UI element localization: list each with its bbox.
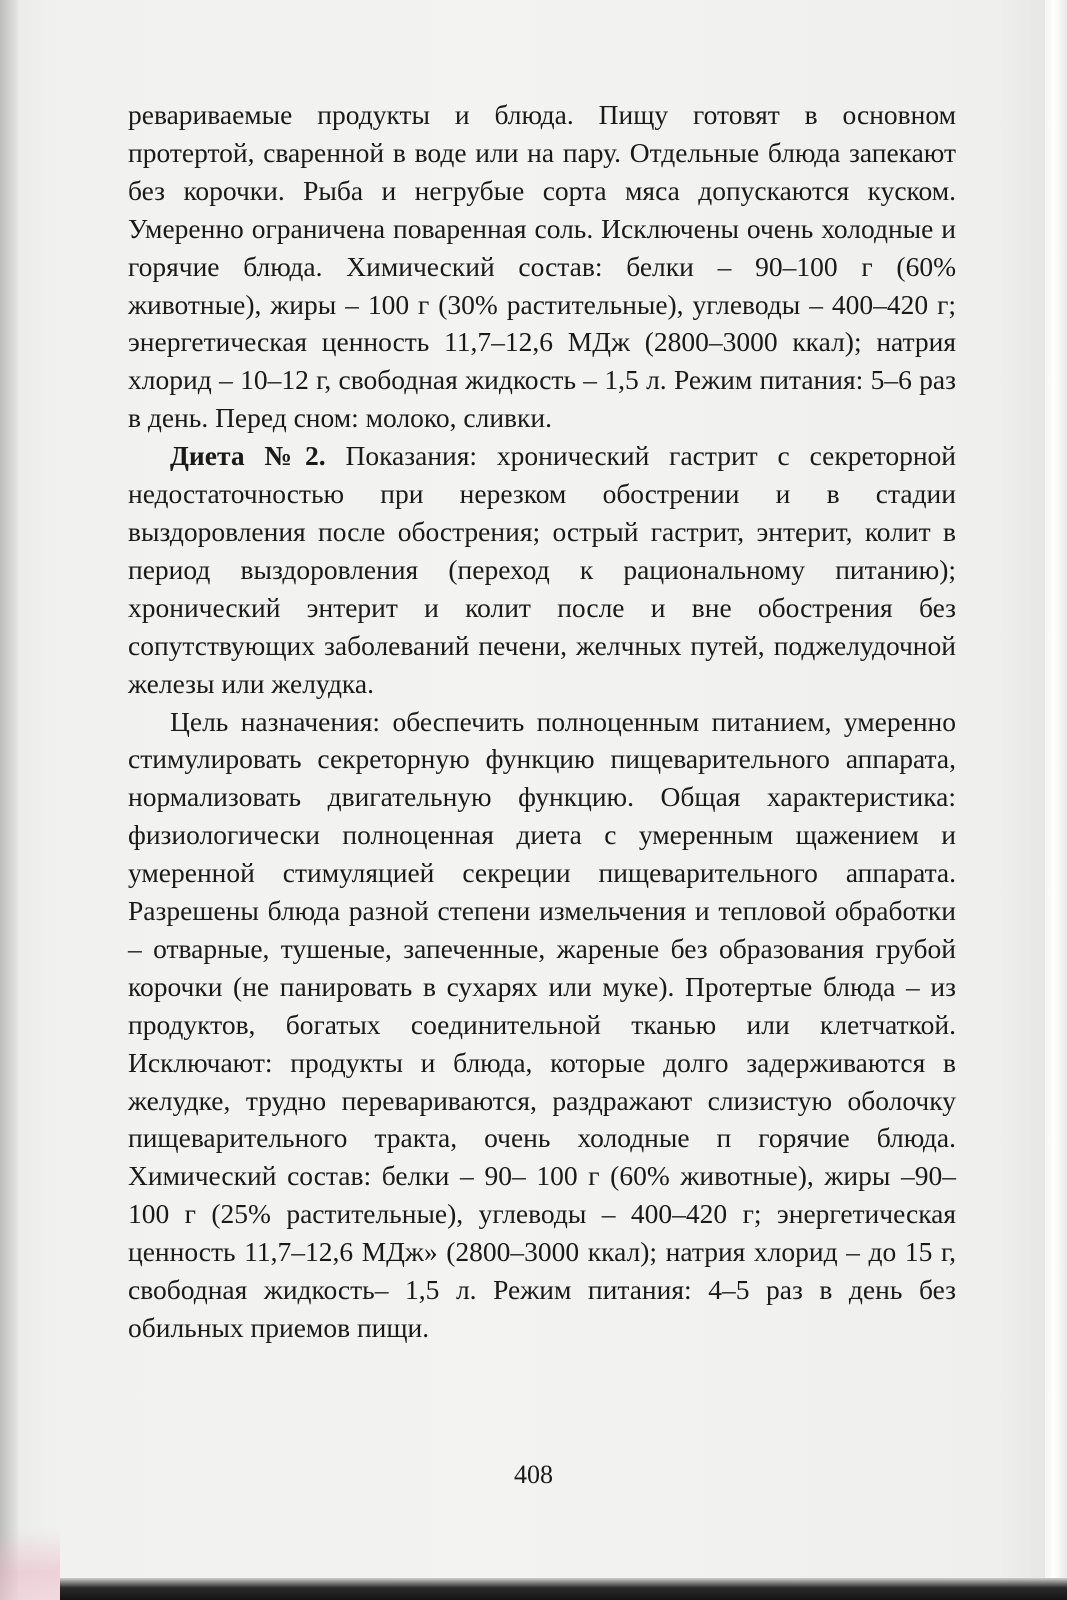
binding-shadow <box>0 0 18 1600</box>
diet-2-indications: Показания: хронический гастрит с секреторной недостаточностью при нерезком обострении и в стадии выздоровления после обострения; острый гастрит, энтерит, колит в период выздоровления (переход к рациональному питанию); хронический энтерит и колит после и вне обострения без сопутствующих заболеваний печени, желчных путей, поджелудочной железы или желудка. <box>128 440 957 699</box>
page-edge <box>1045 0 1067 1600</box>
scanner-edge <box>60 1578 1067 1600</box>
page-number: 408 <box>514 1460 553 1489</box>
paragraph-1: ревариваемые продукты и блюда. Пищу готовят в основном протертой, сваренной в воде или на пару. Отдельные блюда запекают без корочки. Рыба и негрубые сорта мяса допускаются куском. Умеренно ограничена поваренная соль. Исключены очень холодные и горячие блюда. Химический состав: белки – 90–100 г (60% животные), жиры – 100 г (30% растительные), углеводы – 400–420 г; энергетическая ценность 11,7–12,6 МДж (2800–3000 ккал); натрия хлорид – 10–12 г, свободная жидкость – 1,5 л. Режим питания: 5–6 раз в день. Перед сном: молоко, сливки. <box>128 99 956 434</box>
paragraph-diet-2-purpose: Цель назначения: обеспечить полноценным питанием, умеренно стимулировать секреторную функцию пищеварительного аппарата, нормализовать двигательную функцию. Общая характеристика: физиологически полноценная диета с умеренным щажением и умеренной стимуляцией секреции пищеварительного аппарата. Разрешены блюда разной степени измельчения и тепловой обработки – отварные, тушеные, запеченные, жареные без образования грубой корочки (не панировать в сухарях или муке). Протертые блюда – из продуктов, богатых соединительной тканью или клетчаткой. Исключают: продукты и блюда, которые долго задерживаются в желудке, трудно перевариваются, раздражают слизистую оболочку пищеварительного тракта, очень холодные п горячие блюда. Химический состав: белки – 90– 100 г (60% животные), жиры –90–100 г (25% растительные), углеводы – 400–420 г; энергетическая ценность 11,7–12,6 МДж» (2800–3000 ккал); натрия хлорид – до 15 г, свободная жидкость– 1,5 л. Режим питания: 4–5 раз в день без обильных приемов пищи. <box>128 705 956 1343</box>
paragraph-diet-2 <box>128 437 956 702</box>
page-body-text <box>128 96 956 1347</box>
scan-artifact <box>0 1530 60 1600</box>
diet-2-heading: Диета №2. <box>170 440 326 472</box>
